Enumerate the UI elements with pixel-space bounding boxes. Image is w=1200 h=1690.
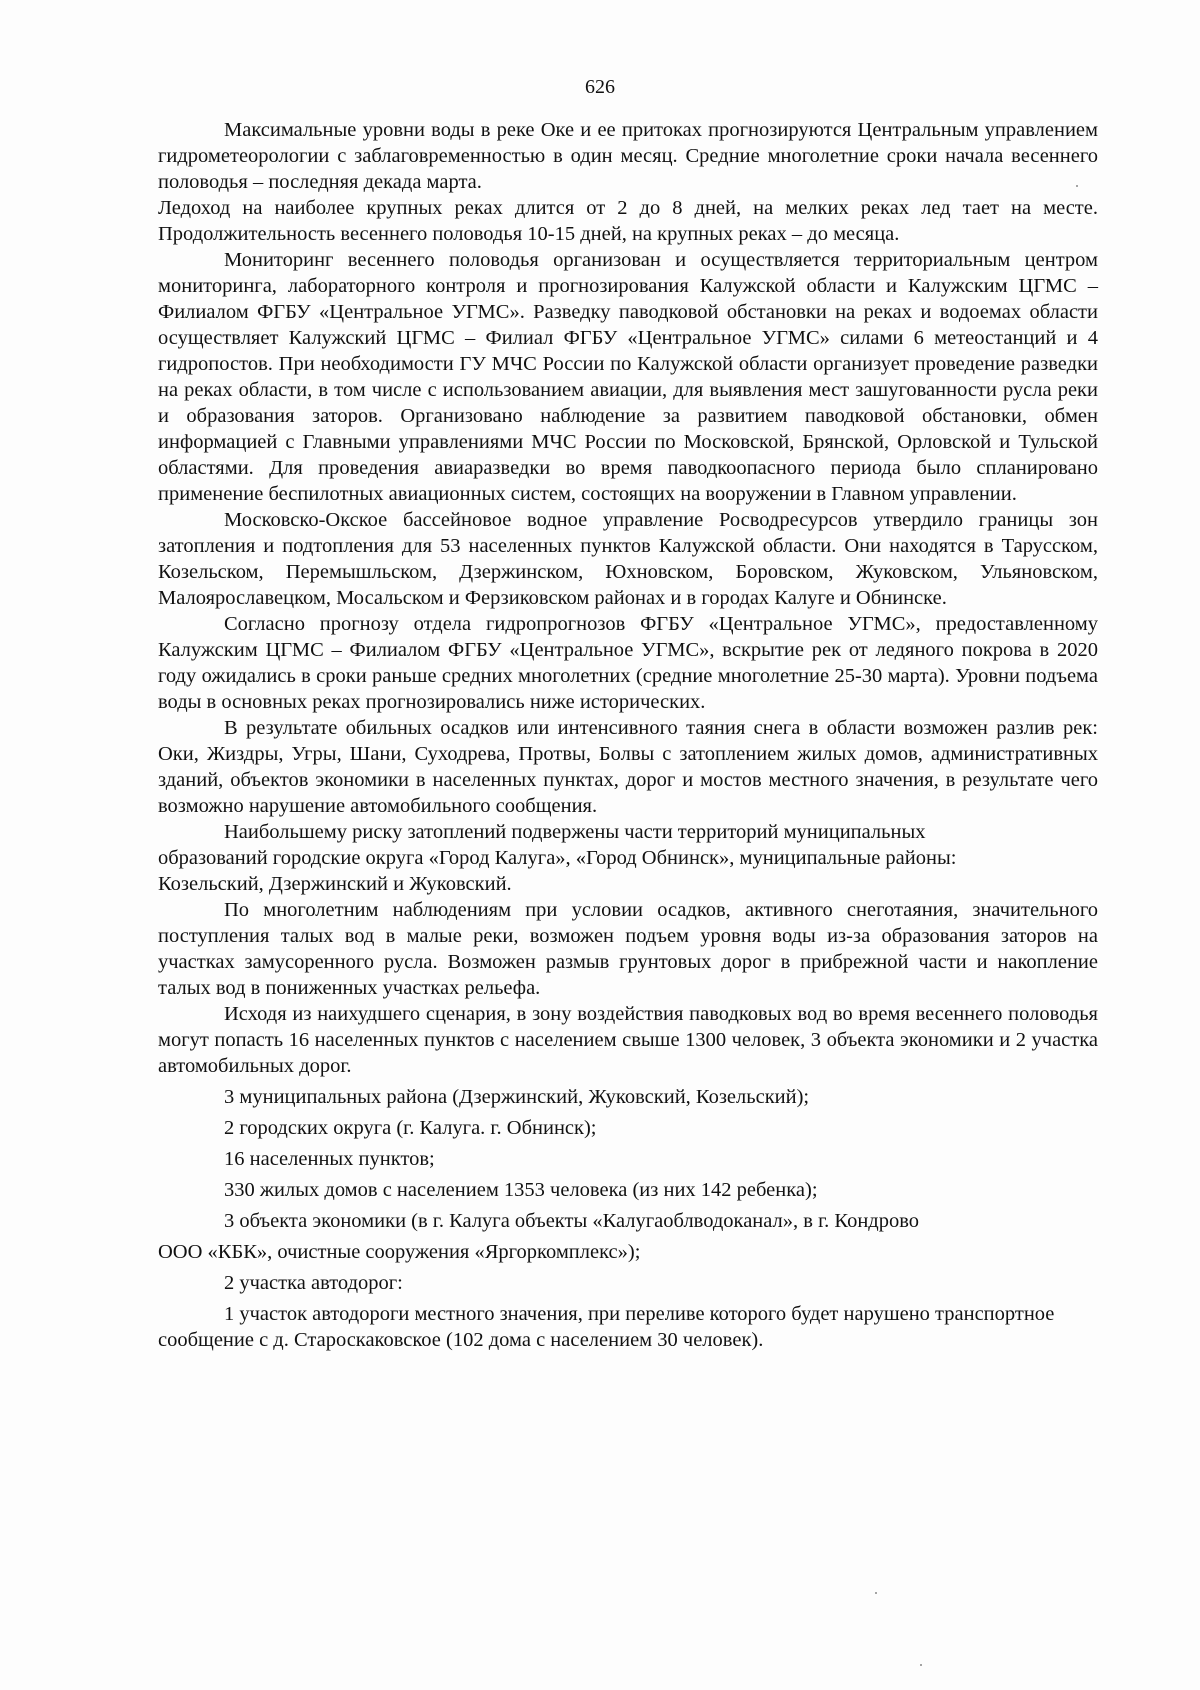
final-paragraph: 1 участок автодороги местного значения, при переливе которого будет нарушено транспортное сообщение с д. Староскаковское (102 дома с населением 30 человек). bbox=[158, 1303, 1055, 1351]
list-item: 330 жилых домов с населением 1353 человека (из них 142 ребенка); bbox=[224, 1179, 818, 1201]
paragraph: Московско-Окское бассейновое водное управление Росводресурсов утвердило границы зон затопления и подтопления для 53 населенных пунктов Калужской области. Они находятся в Тарусском, Козельском, Перемышльском, Дзержинском, Юхновском, Боровском, Жуковском, Ульяновском, Малоярославецком, Мосальском и Ферзиковском районах и в городах Калуге и Обнинске. bbox=[158, 509, 1098, 609]
scan-speck bbox=[1076, 185, 1078, 187]
paragraph: Наибольшему риску затоплений подвержены части территорий муниципальных образований городские округа «Город Калуга», «Город Обнинск», муниципальные районы: Козельский, Дзержинский и Жуковский. bbox=[158, 821, 957, 895]
paragraph: Ледоход на наиболее крупных реках длится от 2 до 8 дней, на мелких реках лед тает на месте. Продолжительность весеннего половодья 10-15 дней, на крупных реках – до месяца. bbox=[158, 197, 1098, 245]
paragraph: Мониторинг весеннего половодья организован и осуществляется территориальным центром мониторинга, лабораторного контроля и прогнозирования Калужской области и Калужским ЦГМС – Филиалом ФГБУ «Центральное УГМС». Разведку паводковой обстановки на реках и водоемах области осуществляет Калужский ЦГМС – Филиал ФГБУ «Центральное УГМС» силами 6 метеостанций и 4 гидропостов. При необходимости ГУ МЧС России по Калужской области организует проведение разведки на реках области, в том числе с использованием авиации, для выявления мест зашугованности русла реки и образования заторов. Организовано наблюдение за развитием паводковой обстановки, обмен информацией с Главными управлениями МЧС России по Московской, Брянской, Орловской и Тульской областями. Для проведения авиаразведки во время паводкоопасного периода было спланировано применение беспилотных авиационных систем, состоящих на вооружении в Главном управлении. bbox=[158, 249, 1098, 505]
list-item: 2 участка автодорог: bbox=[224, 1272, 403, 1294]
paragraph: По многолетним наблюдениям при условии осадков, активного снеготаяния, значительного поступления талых вод в малые реки, возможен подъем уровня воды из-за образования заторов на участках замусоренного русла. Возможен размыв грунтовых дорог в прибрежной части и накопление талых вод в пониженных участках рельефа. bbox=[158, 899, 1098, 999]
scan-speck bbox=[875, 1592, 877, 1594]
list-item: 2 городских округа (г. Калуга. г. Обнинск); bbox=[224, 1117, 597, 1139]
document-body bbox=[158, 117, 1098, 1353]
list-item: 16 населенных пунктов; bbox=[224, 1148, 435, 1170]
page-number: 626 bbox=[585, 76, 615, 98]
scan-speck bbox=[920, 1664, 922, 1666]
list-item: 3 муниципальных района (Дзержинский, Жуковский, Козельский); bbox=[224, 1086, 810, 1108]
paragraph: Исходя из наихудшего сценария, в зону воздействия паводковых вод во время весеннего половодья могут попасть 16 населенных пунктов с населением свыше 1300 человек, 3 объекта экономики и 2 участка автомобильных дорог. bbox=[158, 1003, 1098, 1077]
paragraph: В результате обильных осадков или интенсивного таяния снега в области возможен разлив рек: Оки, Жиздры, Угры, Шани, Суходрева, Протвы, Болвы с затоплением жилых домов, административных зданий, объектов экономики в населенных пунктах, дорог и мостов местного значения, в результате чего возможно нарушение автомобильного сообщения. bbox=[158, 717, 1098, 817]
list-item: 3 объекта экономики (в г. Калуга объекты «Калугаоблводоканал», в г. Кондрово bbox=[224, 1210, 920, 1232]
list-item: ООО «КБК», очистные сооружения «Яргоркомплекс»); bbox=[158, 1241, 641, 1263]
paragraph: Максимальные уровни воды в реке Оке и ее притоках прогнозируются Центральным управлением гидрометеорологии с заблаговременностью в один месяц. Средние многолетние сроки начала весеннего половодья – последняя декада марта. bbox=[158, 119, 1098, 193]
paragraph: Согласно прогнозу отдела гидропрогнозов ФГБУ «Центральное УГМС», предоставленному Калужским ЦГМС – Филиалом ФГБУ «Центральное УГМС», вскрытие рек от ледяного покрова в 2020 году ожидались в сроки раньше средних многолетних (средние многолетние 25-30 марта). Уровни подъема воды в основных реках прогнозировались ниже исторических. bbox=[158, 613, 1098, 713]
